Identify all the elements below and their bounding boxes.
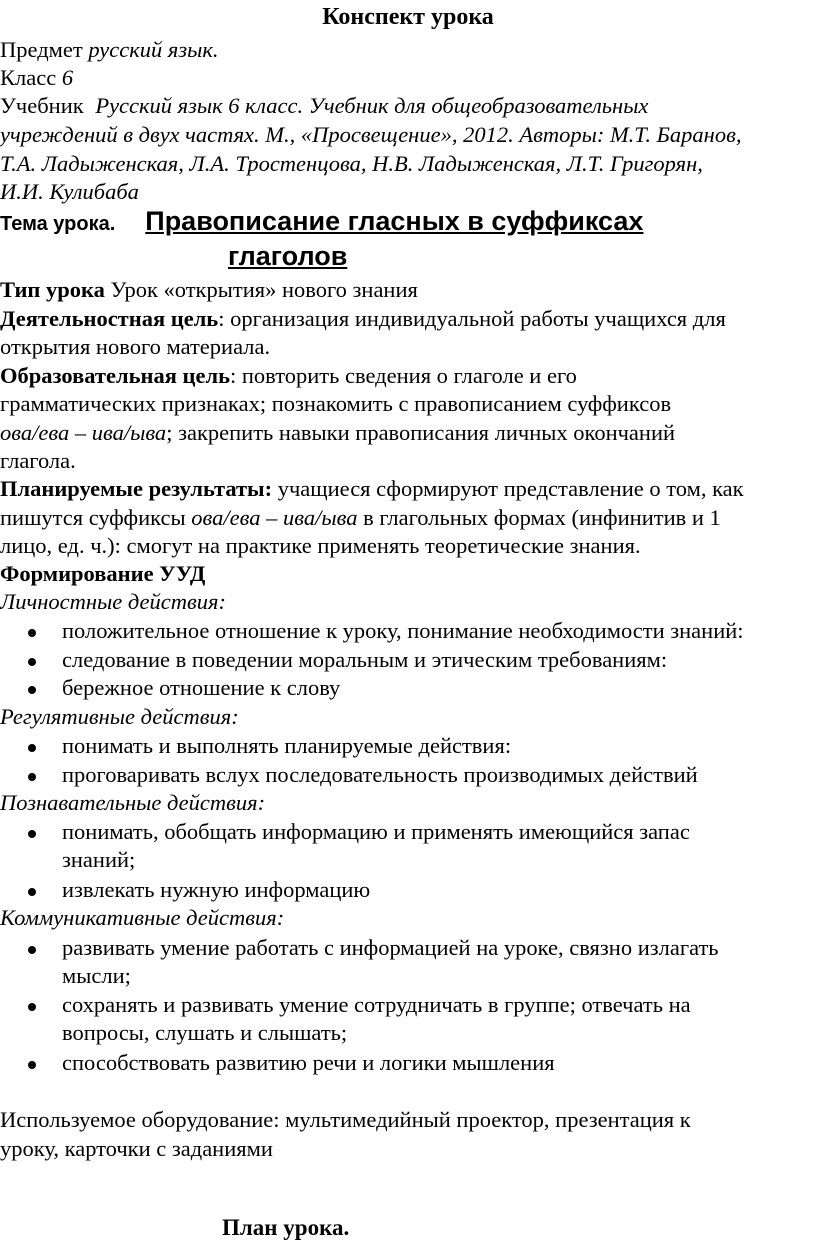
suffix-pattern: ова/ева – ива/ыва bbox=[0, 420, 167, 445]
list-item: способствовать развитию речи и логики мышления bbox=[62, 1050, 555, 1075]
results-text: учащиеся сформируют представление о том, как bbox=[272, 476, 744, 501]
bullet-icon bbox=[28, 629, 36, 637]
lesson-type-label: Тип урока bbox=[0, 277, 105, 302]
list-item-continued: вопросы, слушать и слышать; bbox=[62, 1020, 348, 1045]
list-item: бережное отношение к слову bbox=[62, 675, 341, 700]
list-item: извлекать нужную информацию bbox=[62, 877, 371, 902]
equipment-line-2: уроку, карточки с заданиями bbox=[0, 1136, 273, 1161]
edu-goal-text: ; закрепить навыки правописания личных окончаний bbox=[166, 420, 676, 445]
textbook-value-line: учреждений в двух частях. М., «Просвещение», 2012. Авторы: М.Т. Баранов, bbox=[0, 122, 742, 147]
bullet-icon bbox=[28, 888, 36, 896]
edu-goal-text: : повторить сведения о глаголе и его bbox=[229, 363, 577, 388]
list-item: положительное отношение к уроку, понимание необходимости знаний: bbox=[62, 618, 744, 643]
results-text: в глагольных формах (инфинитив и 1 bbox=[357, 505, 721, 530]
topic-label: Тема урока. bbox=[0, 213, 116, 235]
list-item-continued: знаний; bbox=[62, 847, 136, 872]
list-item-continued: мысли; bbox=[62, 963, 131, 988]
list-item: проговаривать вслух последовательность производимых действий bbox=[62, 762, 698, 787]
grade-label: Класс bbox=[0, 65, 62, 90]
edu-goal-line-3 bbox=[0, 418, 675, 447]
textbook-line-1 bbox=[0, 91, 648, 120]
bullet-icon bbox=[28, 744, 36, 752]
textbook-value-line: Т.А. Ладыженская, Л.А. Тростенцова, Н.В. Ладыженская, Л.Т. Григорян, bbox=[0, 151, 703, 176]
subject-line bbox=[0, 35, 219, 64]
regulatory-actions-heading: Регулятивные действия: bbox=[0, 704, 239, 729]
equipment-line-1: Используемое оборудование: мультимедийный проектор, презентация к bbox=[0, 1107, 691, 1132]
textbook-label: Учебник bbox=[0, 93, 90, 118]
topic-line-1 bbox=[0, 207, 643, 239]
list-item: сохранять и развивать умение сотрудничать в группе; отвечать на bbox=[62, 992, 691, 1017]
bullet-icon bbox=[28, 658, 36, 666]
suffix-pattern: ова/ева – ива/ыва bbox=[191, 505, 358, 530]
uud-heading: Формирование УУД bbox=[0, 561, 206, 586]
textbook-value-line: И.И. Кулибаба bbox=[0, 179, 139, 204]
edu-goal-line-1 bbox=[0, 361, 577, 390]
lesson-type-value: Урок «открытия» нового знания bbox=[104, 277, 418, 302]
communicative-actions-heading: Коммуникативные действия: bbox=[0, 905, 285, 930]
bullet-icon bbox=[28, 686, 36, 694]
personal-actions-heading: Личностные действия: bbox=[0, 589, 226, 614]
list-item: понимать и выполнять планируемые действия: bbox=[62, 733, 512, 758]
subject-label: Предмет bbox=[0, 37, 89, 62]
plan-heading: План урока. bbox=[222, 1215, 350, 1240]
document-title: Конспект урока bbox=[322, 4, 494, 30]
subject-value: русский язык. bbox=[88, 37, 219, 62]
grade-value: 6 bbox=[61, 65, 74, 90]
bullet-icon bbox=[28, 946, 36, 954]
textbook-value-line: Русский язык 6 класс. Учебник для общеобразовательных bbox=[95, 93, 649, 118]
results-line-2 bbox=[0, 503, 721, 532]
bullet-icon bbox=[28, 830, 36, 838]
results-line-1 bbox=[0, 474, 744, 503]
lesson-type-line bbox=[0, 275, 418, 304]
activity-goal-line-1 bbox=[0, 304, 726, 333]
results-text: пишутся суффиксы bbox=[0, 505, 192, 530]
results-text: лицо, ед. ч.): смогут на практике применять теоретические знания. bbox=[0, 533, 641, 558]
bullet-icon bbox=[28, 773, 36, 781]
activity-goal-label: Деятельностная цель bbox=[0, 306, 219, 331]
grade-line bbox=[0, 63, 73, 92]
list-item: понимать, обобщать информацию и применять имеющийся запас bbox=[62, 819, 690, 844]
list-item: развивать умение работать с информацией на уроке, связно излагать bbox=[62, 935, 719, 960]
activity-goal-text: открытия нового материала. bbox=[0, 334, 271, 359]
topic-title: Правописание гласных в суффиксах bbox=[145, 206, 644, 236]
results-label: Планируемые результаты: bbox=[0, 476, 273, 501]
bullet-icon bbox=[28, 1003, 36, 1011]
cognitive-actions-heading: Познавательные действия: bbox=[0, 790, 266, 815]
topic-title-continued: глаголов bbox=[228, 241, 348, 271]
edu-goal-text: грамматических признаках; познакомить с правописанием суффиксов bbox=[0, 391, 672, 416]
bullet-icon bbox=[28, 1061, 36, 1069]
list-item: следование в поведении моральным и этическим требованиям: bbox=[62, 647, 668, 672]
topic-line-2 bbox=[228, 242, 347, 272]
activity-goal-text: : организация индивидуальной работы учащихся для bbox=[218, 306, 726, 331]
edu-goal-text: глагола. bbox=[0, 448, 76, 473]
edu-goal-label: Образовательная цель bbox=[0, 363, 230, 388]
